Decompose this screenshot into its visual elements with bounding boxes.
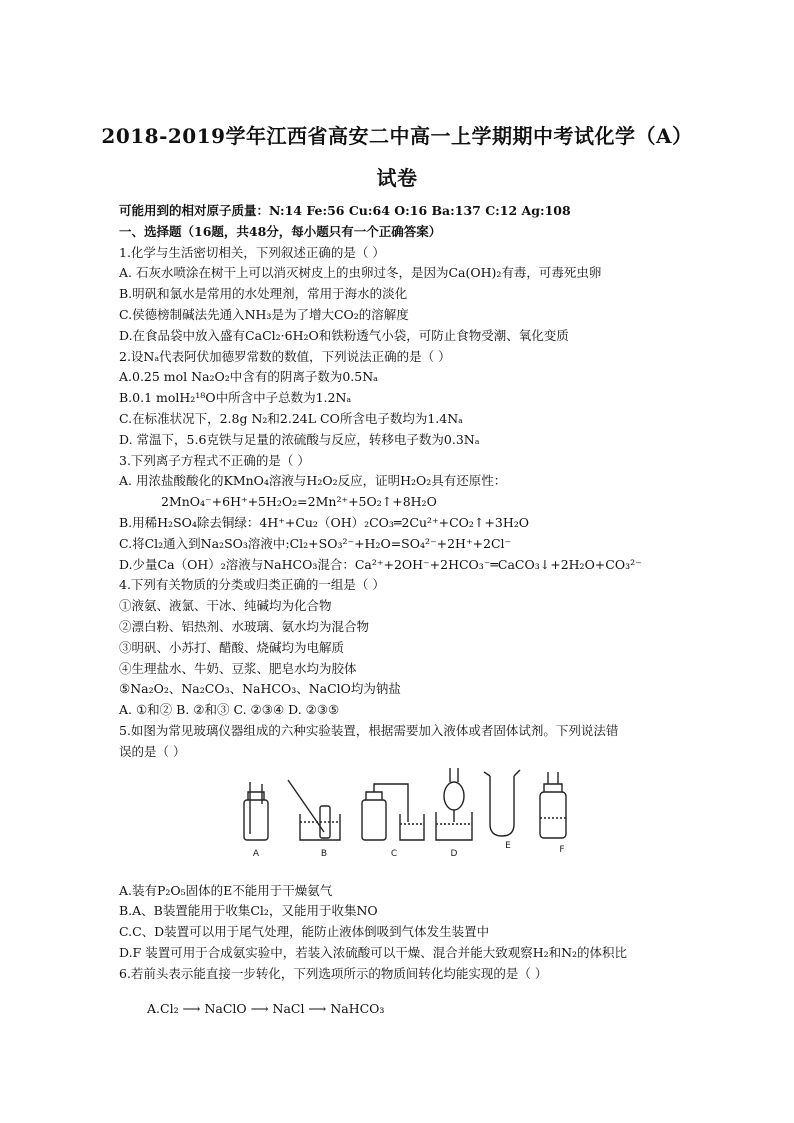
gap xyxy=(119,985,689,999)
apparatus-a xyxy=(244,782,268,840)
q3-option-d: D.少量Ca（OH）₂溶液与NaHCO₃混合：Ca²⁺+2OH⁻+2HCO₃⁻═CaCO₃↓+2H₂O+CO₃²⁻ xyxy=(119,556,642,572)
figure-label-d: D xyxy=(450,849,458,859)
exam-title: 2018-2019学年江西省高安二中高一上学期期中考试化学（A） xyxy=(101,124,693,148)
q5-stem: 5.如图为常见玻璃仪器组成的六种实验装置，根据需要加入液体或者固体试剂。下列说法错 xyxy=(119,722,619,738)
q4-statement-3: ③明矾、小苏打、醋酸、烧碱均为电解质 xyxy=(119,639,345,655)
figure-label-e: E xyxy=(505,841,511,851)
q2-option-d: D. 常温下，5.6克铁与足量的浓硫酸与反应，转移电子数为0.3Nₐ xyxy=(119,431,480,447)
q3-stem: 3.下列离子方程式不正确的是（ ） xyxy=(119,452,310,468)
q4-statement-4: ④生理盐水、牛奶、豆浆、肥皂水均为胶体 xyxy=(119,660,357,676)
q6-option-a: A.Cl₂ ⟶ NaClO ⟶ NaCl ⟶ NaHCO₃ xyxy=(147,1000,385,1016)
q5-option-a: A.装有P₂O₅固体的E不能用于干燥氨气 xyxy=(119,882,333,898)
figure-label-c: C xyxy=(390,849,398,859)
figure-label-f: F xyxy=(559,845,565,855)
section-heading: 一、选择题（16题，共48分，每小题只有一个正确答案） xyxy=(119,223,442,239)
q3-option-a: A. 用浓盐酸酸化的KMnO₄溶液与H₂O₂反应，证明H₂O₂具有还原性： xyxy=(119,473,507,489)
q3-option-b: B.用稀H₂SO₄除去铜绿：4H⁺+Cu₂（OH）₂CO₃═2Cu²⁺+CO₂↑+3H₂O xyxy=(119,514,529,530)
lab-apparatus-figure xyxy=(228,762,588,860)
exam-body xyxy=(119,201,689,1019)
apparatus-e xyxy=(484,770,520,836)
q1-option-b: B.明矾和氯水是常用的水处理剂，常用于海水的淡化 xyxy=(119,286,408,302)
q4-stem: 4.下列有关物质的分类或归类正确的一组是（ ） xyxy=(119,577,385,593)
q1-option-d: D.在食品袋中放入盛有CaCl₂·6H₂O和铁粉透气小袋，可防止食物受潮、氧化变质 xyxy=(119,327,569,343)
q2-option-a: A.0.25 mol Na₂O₂中含有的阴离子数为0.5Nₐ xyxy=(119,369,378,385)
q4-options: A. ①和② B. ②和③ C. ②③④ D. ②③⑤ xyxy=(119,702,340,718)
figure-label-b: B xyxy=(320,849,328,859)
q1-stem: 1.化学与生活密切相关，下列叙述正确的是（ ） xyxy=(119,244,385,260)
q4-statement-1: ①液氨、液氯、干冰、纯碱均为化合物 xyxy=(119,598,332,614)
q4-statement-2: ②漂白粉、铝热剂、水玻璃、氨水均为混合物 xyxy=(119,618,370,634)
apparatus-b xyxy=(288,780,340,840)
atomic-mass-note: 可能用到的相对原子质量：N:14 Fe:56 Cu:64 O:16 Ba:137 C:12 Ag:108 xyxy=(119,203,571,218)
q3-option-a-equation: 2MnO₄⁻+6H⁺+5H₂O₂=2Mn²⁺+5O₂↑+8H₂O xyxy=(161,494,437,510)
q2-option-b: B.0.1 molH₂¹⁸O中所含中子总数为1.2Nₐ xyxy=(119,390,352,406)
apparatus-d xyxy=(436,768,472,840)
q5-option-c: C.C、D装置可以用于尾气处理，能防止液体倒吸到气体发生装置中 xyxy=(119,924,490,940)
exam-title-cont: 试卷 xyxy=(376,166,418,190)
q3-option-c: C.将Cl₂通入到Na₂SO₃溶液中:Cl₂+SO₃²⁻+H₂O=SO₄²⁻+2H⁺+2Cl⁻ xyxy=(119,535,512,551)
q5-stem-cont: 误的是（ ） xyxy=(119,743,186,759)
q4-statement-5: ⑤Na₂O₂、Na₂CO₃、NaHCO₃、NaClO均为钠盐 xyxy=(119,681,401,697)
q6-stem: 6.若前头表示能直接一步转化，下列选项所示的物质间转化均能实现的是（ ） xyxy=(119,965,548,981)
q5-option-b: B.A、B装置能用于收集Cl₂，又能用于收集NO xyxy=(119,903,378,919)
q2-stem: 2.设Nₐ代表阿伏加德罗常数的数值，下列说法正确的是（ ） xyxy=(119,348,451,364)
apparatus-f xyxy=(540,772,566,838)
q5-option-d: D.F 装置可用于合成氨实验中，若装入浓硫酸可以干燥、混合并能大致观察H₂和N₂的体积比 xyxy=(119,944,628,960)
q2-option-c: C.在标准状况下，2.8g N₂和2.24L CO所含电子数均为1.4Nₐ xyxy=(119,410,463,426)
q1-option-a: A. 石灰水喷涂在树干上可以消灭树皮上的虫卵过冬，是因为Ca(OH)₂有毒，可毒死虫卵 xyxy=(119,265,602,281)
q1-option-c: C.侯德榜制碱法先通入NH₃是为了增大CO₂的溶解度 xyxy=(119,306,409,322)
figure-label-a: A xyxy=(252,849,260,859)
apparatus-c xyxy=(362,784,424,840)
